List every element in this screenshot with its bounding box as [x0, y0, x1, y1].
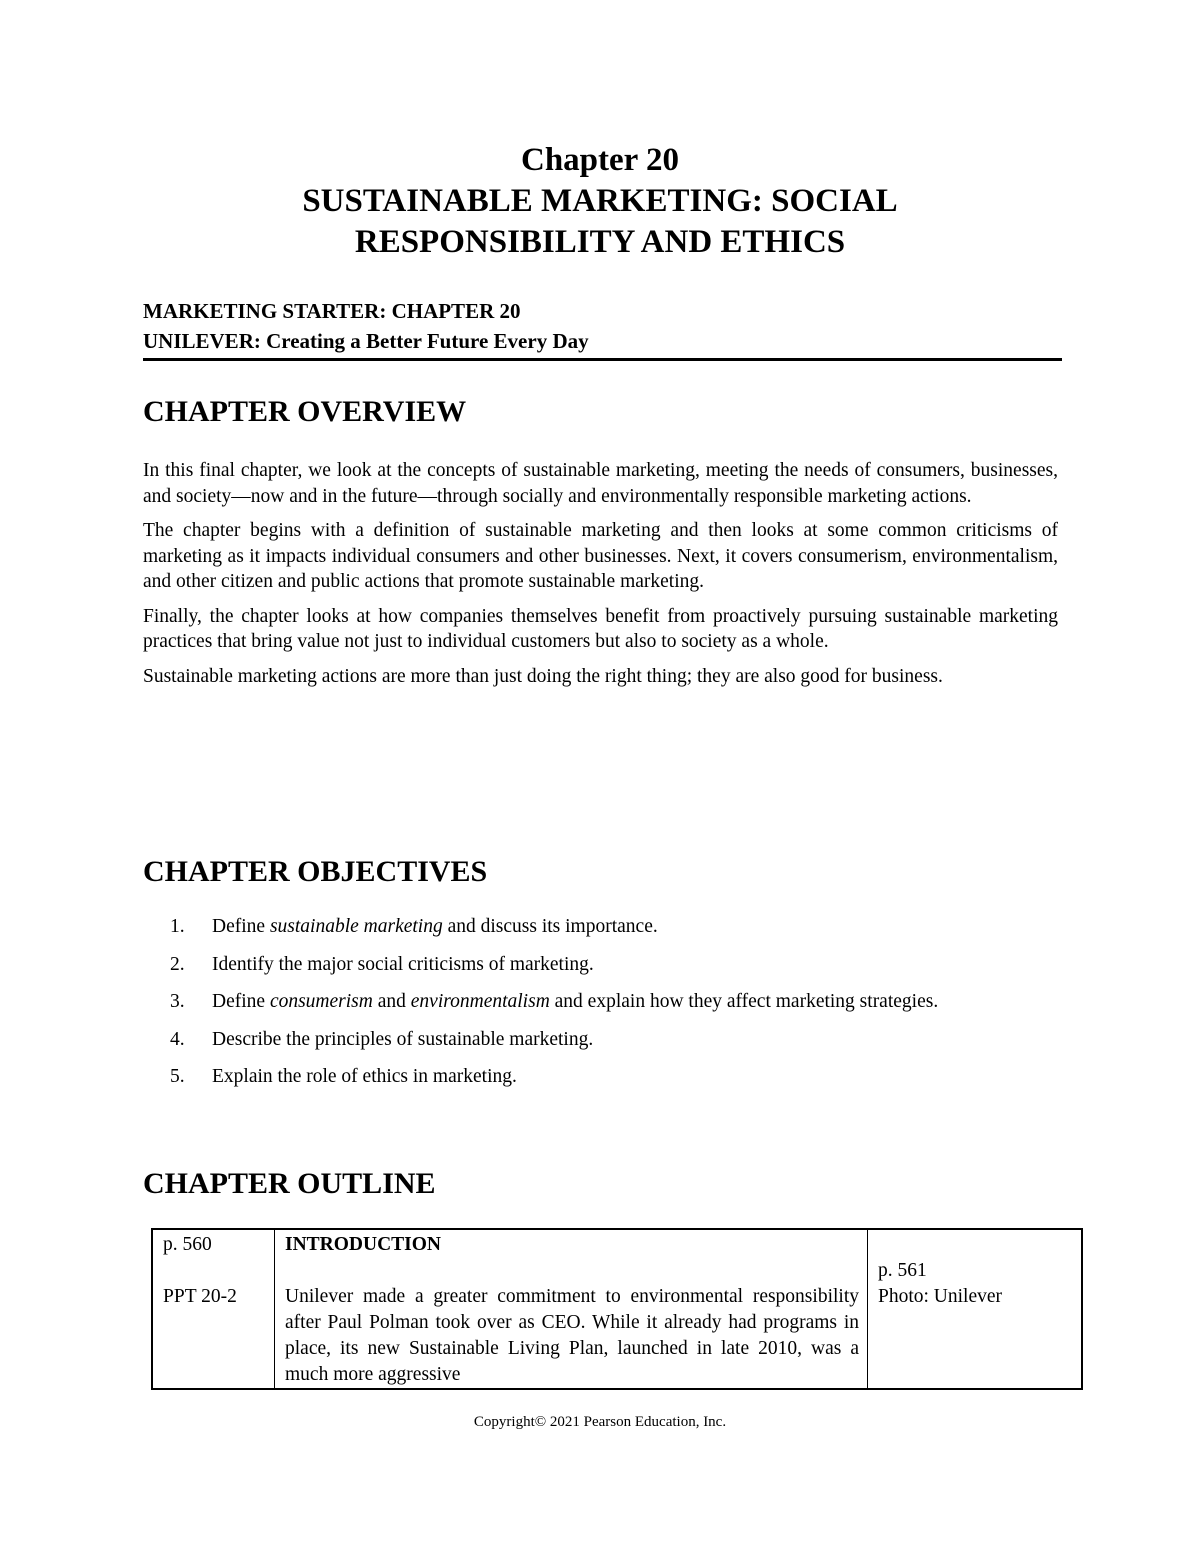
page-reference: p. 560 — [163, 1234, 212, 1255]
table-row — [152, 1229, 1082, 1389]
objective-item: 1. Define sustainable marketing and discuss its importance. — [170, 914, 1058, 940]
objectives-heading: CHAPTER OBJECTIVES — [143, 855, 488, 888]
marketing-starter — [143, 296, 1062, 361]
overview-heading: CHAPTER OVERVIEW — [143, 395, 467, 428]
objective-item: 2. Identify the major social criticisms of marketing. — [170, 952, 1058, 978]
overview-paragraph: Sustainable marketing actions are more than just doing the right thing; they are also good for business. — [143, 665, 943, 687]
objective-number: 3. — [170, 991, 185, 1012]
section-body: Unilever made a greater commitment to environmental responsibility after Paul Polman took over as CEO. While it already had programs in place, its new Sustainable Living Plan, launched in late 2010, was a much more aggressive — [285, 1286, 859, 1385]
objective-item: 3. Define consumerism and environmentalism and explain how they affect marketing strategies. — [170, 989, 1058, 1015]
objective-number: 1. — [170, 916, 185, 937]
starter-heading: MARKETING STARTER: CHAPTER 20 — [143, 299, 521, 323]
objective-number: 5. — [170, 1066, 185, 1087]
notes-cell — [868, 1229, 1083, 1389]
overview-paragraph: In this final chapter, we look at the concepts of sustainable marketing, meeting the needs of consumers, businesses, and society—now and in the future—through socially and environmentally responsible marketing actions. — [143, 460, 1058, 507]
objectives-list — [170, 914, 1058, 1102]
overview-paragraph: Finally, the chapter looks at how companies themselves benefit from proactively pursuing sustainable marketing practices that bring value not just to individual customers but also to society as a whole. — [143, 605, 1058, 652]
content-cell — [275, 1229, 868, 1389]
reference-cell — [152, 1229, 275, 1389]
overview-paragraph: The chapter begins with a definition of sustainable marketing and then looks at some common criticisms of marketing as it impacts individual consumers and other businesses. Next, it covers consumerism, environmentalism, and other citizen and public actions that promote sustainable marketing. — [143, 520, 1058, 592]
objective-item: 5. Explain the role of ethics in marketing. — [170, 1064, 1058, 1090]
chapter-number: Chapter 20 — [521, 142, 679, 178]
starter-subheading: UNILEVER: Creating a Better Future Every Day — [143, 326, 1062, 361]
emphasis-term: consumerism — [269, 991, 373, 1012]
copyright-footer: Copyright© 2021 Pearson Education, Inc. — [473, 1414, 727, 1430]
emphasis-term: environmentalism — [410, 991, 550, 1012]
chapter-title-line-2: RESPONSIBILITY AND ETHICS — [354, 224, 846, 260]
section-title: INTRODUCTION — [285, 1234, 442, 1255]
outline-table — [151, 1228, 1083, 1390]
overview-body — [143, 458, 1058, 698]
objective-number: 4. — [170, 1028, 185, 1050]
objective-number: 2. — [170, 953, 185, 975]
emphasis-term: sustainable marketing — [269, 916, 443, 937]
side-page-reference: p. 561 — [878, 1260, 927, 1281]
ppt-reference: PPT 20-2 — [163, 1286, 237, 1307]
outline-heading: CHAPTER OUTLINE — [143, 1167, 436, 1200]
side-note: Photo: Unilever — [878, 1286, 1003, 1307]
chapter-title — [0, 140, 1200, 263]
chapter-title-line-1: SUSTAINABLE MARKETING: SOCIAL — [302, 183, 898, 219]
objective-item: 4. Describe the principles of sustainable marketing. — [170, 1027, 1058, 1053]
